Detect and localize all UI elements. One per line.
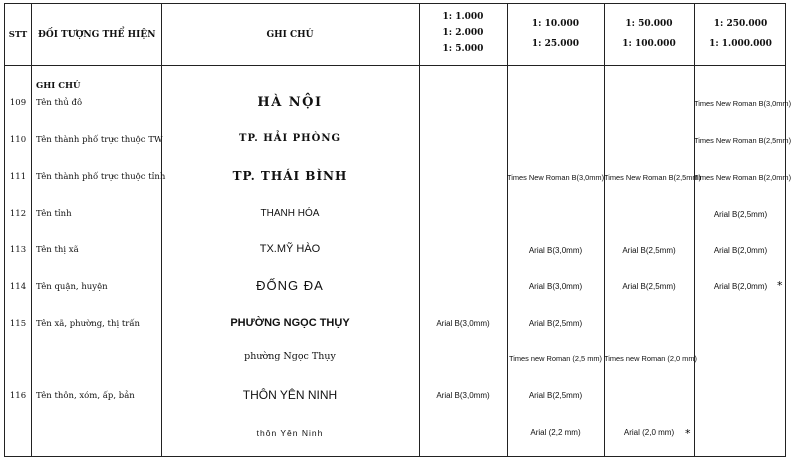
column-divider [419, 4, 420, 456]
row-spec: Times New Roman B(3,0mm) [694, 99, 792, 108]
scale-label: 1: 1.000 [442, 12, 484, 22]
scale-label: 1: 10.000 [531, 19, 580, 29]
row-spec: Arial B(3,0mm) [436, 319, 490, 328]
asterisk-marker: * [777, 279, 783, 292]
header-scale-group-2 [507, 14, 604, 54]
row-sample: thôn Yên Ninh [256, 428, 324, 438]
row-spec: Times New Roman B(2,5mm) [604, 173, 702, 182]
row-sample: ĐỐNG ĐA [256, 278, 324, 293]
scale-label: 1: 100.000 [622, 39, 676, 49]
row-sample: TX.MỸ HÀO [259, 243, 321, 255]
row-spec: Arial (2,2 mm) [530, 428, 581, 437]
header-stt: STT [8, 30, 28, 40]
row-spec: Times New Roman B(3,0mm) [507, 173, 605, 182]
scale-label: 1: 250.000 [713, 19, 768, 29]
row-stt: 111 [9, 172, 27, 182]
row-sample: TP. HẢI PHÒNG [239, 133, 341, 144]
row-object: Tên thôn, xóm, ấp, bản [36, 391, 135, 401]
row-spec: Arial B(2,5mm) [622, 246, 676, 255]
row-object: Tên thị xã [36, 245, 79, 255]
scale-label: 1: 50.000 [625, 19, 673, 29]
row-spec: Times new Roman (2,5 mm) [509, 354, 602, 363]
header-divider [5, 65, 785, 66]
row-spec: Arial (2,0 mm) [623, 428, 675, 437]
header-note: GHI CHÚ [266, 30, 314, 40]
column-divider [604, 4, 605, 456]
row-spec: Times New Roman B(2,0mm) [694, 173, 792, 182]
row-spec: Arial B(3,0mm) [436, 391, 490, 400]
row-object: Tên tỉnh [36, 209, 72, 219]
row-sample: PHƯỜNG NGỌC THỤY [230, 317, 350, 329]
asterisk-marker: * [685, 427, 691, 440]
row-spec: Arial B(2,0mm) [713, 246, 768, 255]
scale-label: 1: 25.000 [531, 39, 580, 49]
row-stt: 110 [9, 135, 27, 145]
row-sample: TP. THÁI BÌNH [232, 169, 348, 183]
row-spec: Times new Roman (2,0 mm) [604, 354, 697, 363]
symbol-spec-table [4, 3, 792, 457]
header-scale-group-4 [694, 14, 787, 54]
row-spec: Arial B(3,0mm) [528, 282, 583, 291]
header-object: ĐỐI TƯỢNG THỂ HIỆN [38, 30, 156, 40]
row-stt: 115 [9, 319, 27, 329]
row-sample: phường Ngọc Thụy [244, 351, 336, 362]
row-spec: Arial B(3,0mm) [528, 246, 583, 255]
row-object: Tên thành phố trực thuộc TW [36, 135, 163, 145]
row-object: Tên thủ đô [36, 98, 83, 108]
row-stt: 116 [9, 391, 27, 401]
row-stt: 109 [9, 98, 27, 108]
row-spec: Arial B(2,0mm) [713, 282, 768, 291]
column-divider [31, 4, 32, 456]
scale-label: 1: 1.000.000 [709, 39, 772, 49]
scale-label: 1: 5.000 [442, 44, 484, 54]
section-title: GHI CHÚ [36, 81, 81, 91]
header-scale-group-3 [604, 14, 694, 54]
column-divider [694, 4, 695, 456]
row-object: Tên xã, phường, thị trấn [36, 319, 141, 329]
row-spec: Arial B(2,5mm) [622, 282, 676, 291]
row-sample: HÀ NỘI [257, 95, 323, 110]
header-scale-group-1 [419, 9, 507, 57]
row-stt: 112 [9, 209, 27, 219]
row-spec: Times New Roman B(2,5mm) [694, 136, 792, 145]
row-sample: THÔN YÊN NINH [242, 388, 338, 402]
scale-label: 1: 2.000 [442, 28, 484, 38]
row-stt: 114 [9, 282, 27, 292]
column-divider [507, 4, 508, 456]
row-object: Tên quận, huyện [36, 282, 108, 292]
row-sample: THANH HÓA [260, 208, 320, 219]
row-object: Tên thành phố trực thuộc tỉnh [36, 172, 166, 182]
row-spec: Arial B(2,5mm) [713, 210, 768, 219]
row-spec: Arial B(2,5mm) [528, 391, 583, 400]
row-stt: 113 [9, 245, 27, 255]
row-spec: Arial B(2,5mm) [528, 319, 583, 328]
